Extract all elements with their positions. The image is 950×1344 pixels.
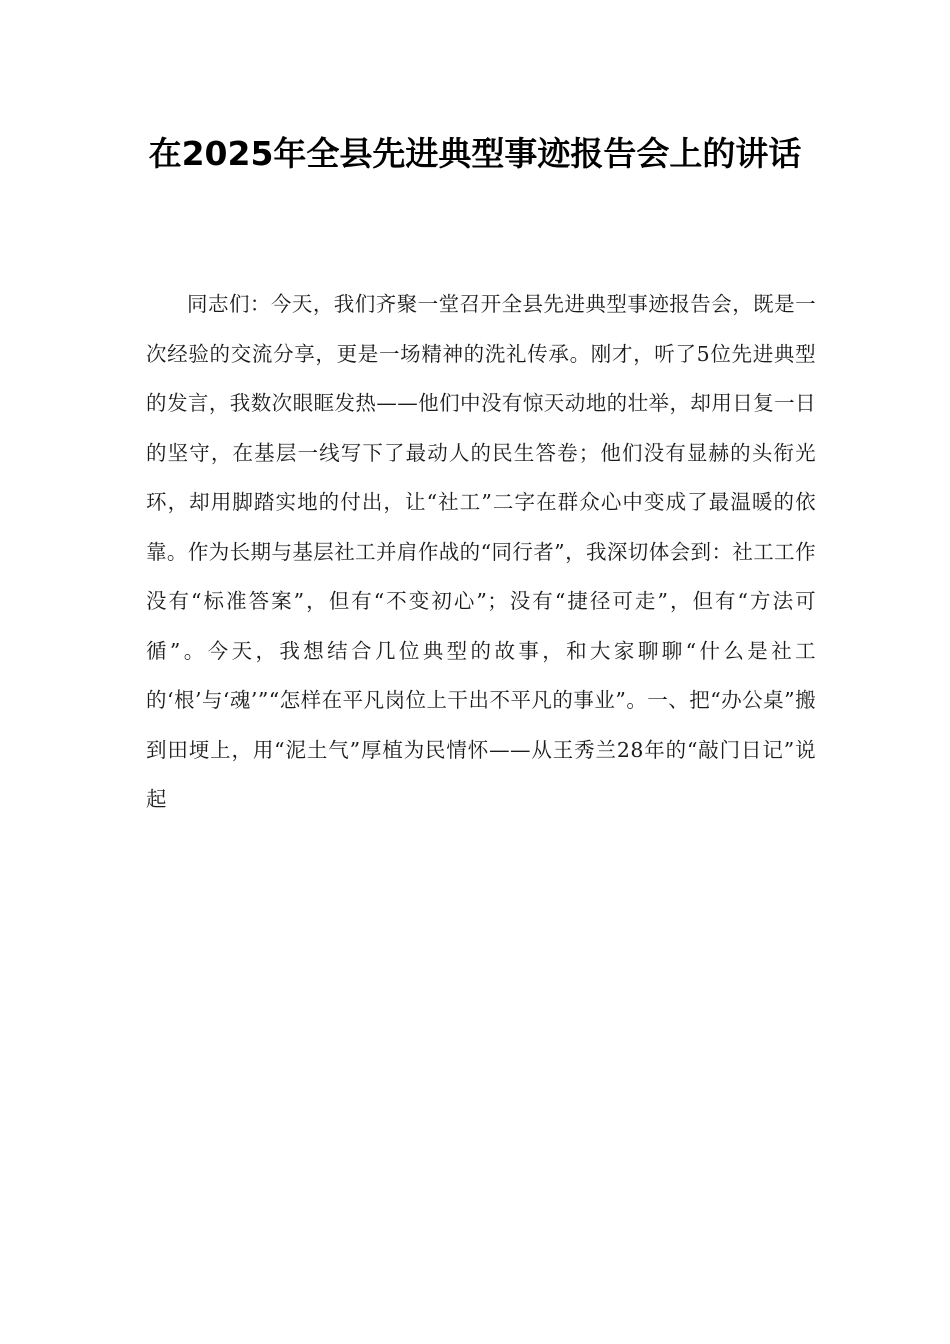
document-body-paragraph: 同志们：今天，我们齐聚一堂召开全县先进典型事迹报告会，既是一次经验的交流分享，更是一场精神的洗礼传承。刚才，听了5位先进典型的发言，我数次眼眶发热——他们中没有惊天动地的壮举，却用日复一日的坚守，在基层一线写下了最动人的民生答卷；他们没有显赫的头衔光环，却用脚踏实地的付出，让“社工”二字在群众心中变成了最温暖的依靠。作为长期与基层社工并肩作战的“同行者”，我深切体会到：社工工作没有“标准答案”，但有“不变初心”；没有“捷径可走”，但有“方法可循”。今天，我想结合几位典型的故事，和大家聊聊“什么是社工的‘根’与‘魂’”“怎样在平凡岗位上干出不平凡的事业”。一、把“办公桌”搬到田埂上，用“泥土气”厚植为民情怀——从王秀兰28年的“敲门日记”说起 [146, 292, 816, 811]
document-title: 在2025年全县先进典型事迹报告会上的讲话 [148, 134, 802, 173]
